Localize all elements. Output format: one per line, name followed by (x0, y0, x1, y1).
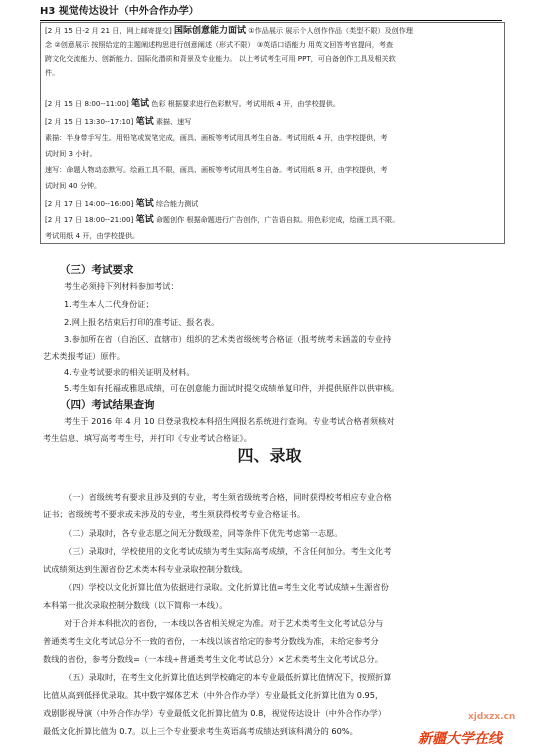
text-line: 考生信息、填写高考考生号，并打印《专业考试合格证》。 (43, 433, 252, 443)
watermark-url: xjdxzx.cn (468, 712, 516, 722)
schedule-line: 考试用纸 4 开，由学校提供。 (45, 231, 140, 240)
text-line: 数线的省份，参考分数线=（一本线÷普通类考生文化考试总分）×艺术类考生文化考试总分。 (43, 654, 383, 664)
text-line: 2.网上报名结束后打印的准考证、报名表。 (64, 317, 220, 327)
text-line: 1.考生本人二代身份证； (64, 299, 154, 309)
text-line: （三）录取时，学校使用的文化考试成绩为考生实际高考成绩，不含任何加分。考生文化考 (64, 546, 392, 556)
chapter-title: 四、录取 (237, 446, 302, 465)
schedule-line: 件。 (45, 68, 60, 77)
section-heading: （四）考试结果查询 (60, 399, 155, 411)
text-line: 比值从高到低择优录取。其中数字媒体艺术（中外合作办学）专业最低文化折算比值为 0.95， (43, 690, 384, 700)
schedule-line: [2 月 17 日 18:00--21:00] 笔试 命题创作 根据命题进行广告创作，广告语自拟。用色彩完成，绘画工具不限。 (45, 215, 400, 225)
schedule-line: 速写：命题人物动态默写。绘画工具不限，画具、画板等考试用具考生自备。考试用纸 8 开，由学校提供，考 (45, 165, 388, 174)
section-heading: （三）考试要求 (60, 264, 134, 276)
watermark-logo: 新疆大学在线 (418, 731, 502, 747)
text-line: 考生必须持下列材料参加考试： (64, 281, 179, 291)
text-line: 5.考生如有托福或雅思成绩，可在创意能力面试时提交成绩单复印件，并提供原件以供审核。 (64, 383, 400, 393)
text-line: （四）学校以文化折算比值为依据进行录取。文化折算比值=考生文化考试成绩÷生源省份 (64, 582, 389, 592)
schedule-line: [2 月 15 日-2 月 21 日，网上邮寄提交] 国际创意能力面试 ①作品展示 展示个人创作作品（类型不限）及创作理 (45, 26, 413, 36)
schedule-line: 素描：半身带手写生。用铅笔或炭笔完成，画具、画板等考试用具考生自备。考试用纸 4 开，由学校提供，考 (45, 133, 388, 142)
schedule-line: 试时间 40 分钟。 (45, 181, 102, 190)
text-line: 试成绩须达到生源省份艺术类本科专业录取控制分数线。 (43, 564, 248, 574)
text-line: 证书；省级统考不要求或未涉及的专业，考生须获得校考专业合格证书。 (43, 509, 306, 519)
text-line: 3.参加所在省（自治区、直辖市）组织的艺术类省级统考合格证（报考统考未涵盖的专业持 (64, 334, 392, 344)
text-line: （二）录取时，各专业志愿之间无分数级差，同等条件下优先考虑第一志愿。 (64, 528, 343, 538)
text-line: 考生于 2016 年 4 月 10 日登录我校本科招生网报名系统进行查询。专业考试合格者须核对 (64, 416, 395, 426)
text-line: 艺术类报考证）原件。 (43, 351, 125, 361)
text-line: 对于合并本科批次的省份，一本线以各省相关规定为准。对于艺术类考生文化考试总分与 (64, 618, 384, 628)
text-line: 本科第一批次录取控制分数线（以下简称一本线）。 (43, 600, 228, 610)
schedule-line: 跨文化交流能力、创新能力、国际化潜质和背景及专业能力。 以上考试考生可用 PPT，可自备创作工具及相关软 (45, 54, 396, 63)
text-line: （一）省级统考有要求且涉及到的专业，考生须省级统考合格，同时获得校考相应专业合格 (64, 492, 392, 502)
schedule-line: 念 ②创意展示 按照给定的主题阐述构思进行创意阐述（形式不限） ③英语口语能力 用英文回答考官提问，考查 (45, 40, 394, 49)
text-line: 普通类考生文化考试总分不一致的省份，一本线以该省给定的参考分数线为准，未给定参考分 (43, 636, 379, 646)
schedule-line: [2 月 15 日 13:30--17:10] 笔试 素描、速写 (45, 117, 192, 127)
schedule-line: [2 月 17 日 14:00--16:00] 笔试 综合能力测试 (45, 199, 199, 209)
schedule-box (40, 22, 505, 244)
text-line: 最低文化折算比值为 0.7。以上三个专业要求考生英语高考成绩达到该科满分的 60%。 (43, 726, 358, 736)
text-line: 4.专业考试要求的相关证明及材料。 (64, 367, 195, 377)
schedule-line: 试时间 3 小时。 (45, 149, 97, 158)
schedule-line: [2 月 15 日 8:00--11:00] 笔试 色彩 根据要求进行色彩默写。考试用纸 4 开，由学校提供。 (45, 99, 340, 109)
text-line: （五）录取时，在考生文化折算比值达到学校确定的本专业最低折算比值情况下，按照折算 (64, 672, 392, 682)
text-line: 戏剧影视导演（中外合作办学）专业最低文化折算比值为 0.8，视觉传达设计（中外合作办学） (43, 708, 387, 718)
page-header: H3 视觉传达设计（中外合作办学） (40, 4, 502, 21)
